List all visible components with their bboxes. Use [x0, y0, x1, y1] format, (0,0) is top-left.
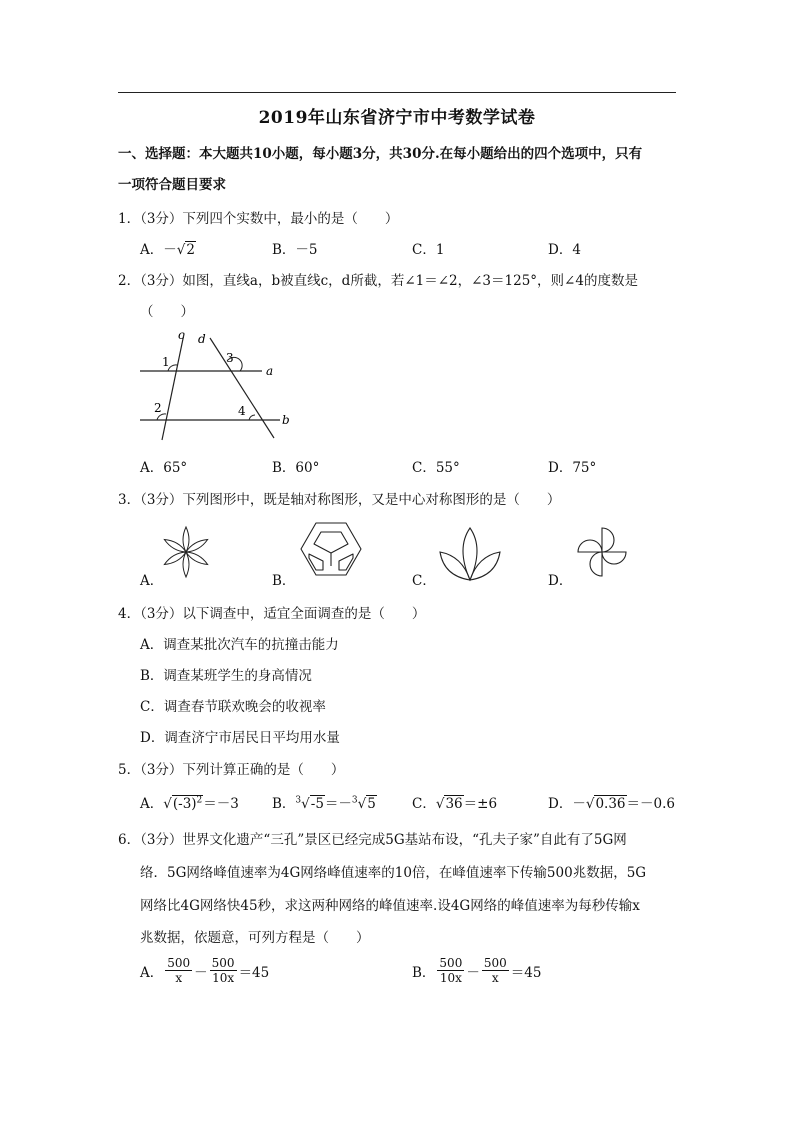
q2-option-c: C．55°: [412, 460, 460, 476]
sqrt-icon: √: [301, 796, 310, 812]
q3-stem: 3．（3分）下列图形中，既是轴对称图形，又是中心对称图形的是（ ）: [118, 492, 561, 508]
q5-option-d: [548, 792, 675, 812]
q4-option-d: D．调查济宁市居民日平均用水量: [140, 730, 340, 746]
q5-stem: 5．（3分）下列计算正确的是（ ）: [118, 762, 345, 778]
q6-option-b-prefix: B．: [412, 964, 436, 981]
label-a: a: [266, 364, 274, 378]
fraction-denominator: x: [175, 971, 183, 985]
label-angle-1: 1: [162, 355, 170, 369]
line-c: [162, 334, 184, 440]
lotus-icon: [436, 524, 504, 584]
sqrt-icon: √: [435, 796, 445, 812]
q1-option-a-radicand: 2: [186, 242, 195, 258]
q2-option-d: D．75°: [548, 460, 597, 476]
q5-option-a-result: ＝－3: [203, 796, 239, 812]
label-angle-4: 4: [238, 404, 246, 418]
q6-option-a-prefix: A．: [140, 964, 164, 981]
sqrt-icon: √: [357, 796, 367, 812]
q1-option-a-prefix: A．－: [140, 242, 177, 258]
header-rule: [118, 92, 676, 93]
q6-stem-line4: 兆数据，依题意，可列方程是（ ）: [140, 930, 370, 946]
q5-option-c-radicand: 36: [445, 796, 463, 812]
q2-option-a: A．65°: [140, 460, 188, 476]
q6-option-b: [412, 956, 541, 985]
fraction-denominator: 10x: [439, 971, 462, 985]
fraction-numerator: 500: [483, 956, 507, 970]
q5-option-c-prefix: C．: [412, 796, 436, 812]
q4-option-a: A．调查某批次汽车的抗撞击能力: [140, 637, 339, 653]
section-heading-line1: 一、选择题：本大题共10小题，每小题3分，共30分.在每小题给出的四个选项中，只有: [118, 146, 643, 162]
q5-option-c: [412, 792, 497, 812]
q2-stem-bracket: （ ）: [140, 304, 194, 320]
section-heading-line2: 一项符合题目要求: [118, 177, 226, 193]
q4-stem: 4．（3分）以下调查中，适宜全面调查的是（ ）: [118, 606, 426, 622]
q5-option-a: [140, 792, 239, 812]
q5-option-b-radicand-left: -5: [310, 796, 324, 812]
pinwheel-icon: [574, 524, 630, 580]
sqrt-icon: √: [163, 796, 172, 812]
q6-option-b-fraction-2: [482, 956, 509, 985]
q3-option-a-label: A．: [140, 573, 164, 589]
q6-stem-line2: 络．5G网络峰值速率为4G网络峰值速率的10倍，在峰值速率下传输500兆数据，5G: [140, 865, 647, 881]
fraction-numerator: 500: [439, 956, 463, 970]
q6-stem-line1: 6．（3分）世界文化遗产“三孔”景区已经完成5G基站布设，“孔夫子家”自此有了5G网: [118, 832, 627, 848]
label-b: b: [282, 413, 290, 427]
label-angle-2: 2: [154, 401, 162, 415]
q3-option-c-label: C．: [412, 573, 436, 589]
recycle-hexagon-icon: [296, 520, 366, 586]
label-d: d: [198, 332, 206, 346]
q5-option-b-index: 3: [295, 795, 302, 806]
fraction-denominator: x: [491, 971, 499, 985]
q5-option-b: [272, 792, 377, 812]
label-angle-3: 3: [226, 351, 234, 365]
q6-option-a-fraction-1: [165, 956, 192, 985]
q2-option-b: B．60°: [272, 460, 320, 476]
sqrt-icon: √: [176, 242, 186, 258]
q4-option-c: C．调查春节联欢晚会的收视率: [140, 699, 326, 715]
q1-stem: 1．（3分）下列四个实数中，最小的是（ ）: [118, 211, 399, 227]
q2-figure: [132, 326, 302, 444]
q6-option-a: [140, 956, 269, 985]
q5-option-d-radicand: 0.36: [595, 796, 626, 812]
fraction-numerator: 500: [211, 956, 235, 970]
six-petal-flower-icon: [158, 524, 214, 580]
q5-option-d-prefix: D．－: [548, 796, 586, 812]
q5-option-c-result: ＝±6: [463, 796, 498, 812]
q3-option-d-label: D．: [548, 573, 573, 589]
minus-sign: －: [194, 964, 208, 981]
q4-option-b: B．调查某班学生的身高情况: [140, 668, 312, 684]
q1-option-b: B．－5: [272, 242, 318, 258]
q6-option-a-fraction-2: [210, 956, 237, 985]
q5-option-a-prefix: A．: [140, 796, 164, 812]
q5-option-a-base: (-3): [172, 796, 197, 812]
label-c: c: [178, 328, 185, 342]
q6-stem-line3: 网络比4G网络快45秒，求这两种网络的峰值速率.设4G网络的峰值速率为每秒传输x: [140, 898, 640, 914]
fraction-numerator: 500: [167, 956, 191, 970]
section-heading: [118, 139, 684, 201]
q2-stem: 2．（3分）如图，直线a，b被直线c，d所截，若∠1＝∠2，∠3＝125°，则∠4的度数是: [118, 273, 638, 289]
q6-option-b-result: ＝45: [510, 964, 542, 981]
fraction-denominator: 10x: [212, 971, 235, 985]
minus-sign: －: [466, 964, 480, 981]
q5-option-a-exponent: 2: [196, 795, 203, 806]
q6-option-a-result: ＝45: [238, 964, 270, 981]
q1-option-d: D．4: [548, 242, 581, 258]
q5-option-b-prefix: B．: [272, 796, 296, 812]
q5-option-a-radicand: [172, 795, 203, 812]
line-d: [210, 338, 274, 438]
q5-option-b-radicand-right: 5: [367, 796, 376, 812]
sqrt-icon: √: [585, 796, 595, 812]
q1-option-c: C．1: [412, 242, 445, 258]
page-title: 2019年山东省济宁市中考数学试卷: [258, 108, 536, 128]
angle-4-arc: [249, 415, 255, 420]
q5-option-b-equals: ＝－: [324, 796, 352, 812]
q3-option-b-label: B．: [272, 573, 296, 589]
q1-option-a: [140, 238, 196, 258]
q6-option-b-fraction-1: [437, 956, 464, 985]
q5-option-b-index-right: 3: [351, 795, 358, 806]
q5-option-d-result: ＝－0.6: [626, 796, 675, 812]
